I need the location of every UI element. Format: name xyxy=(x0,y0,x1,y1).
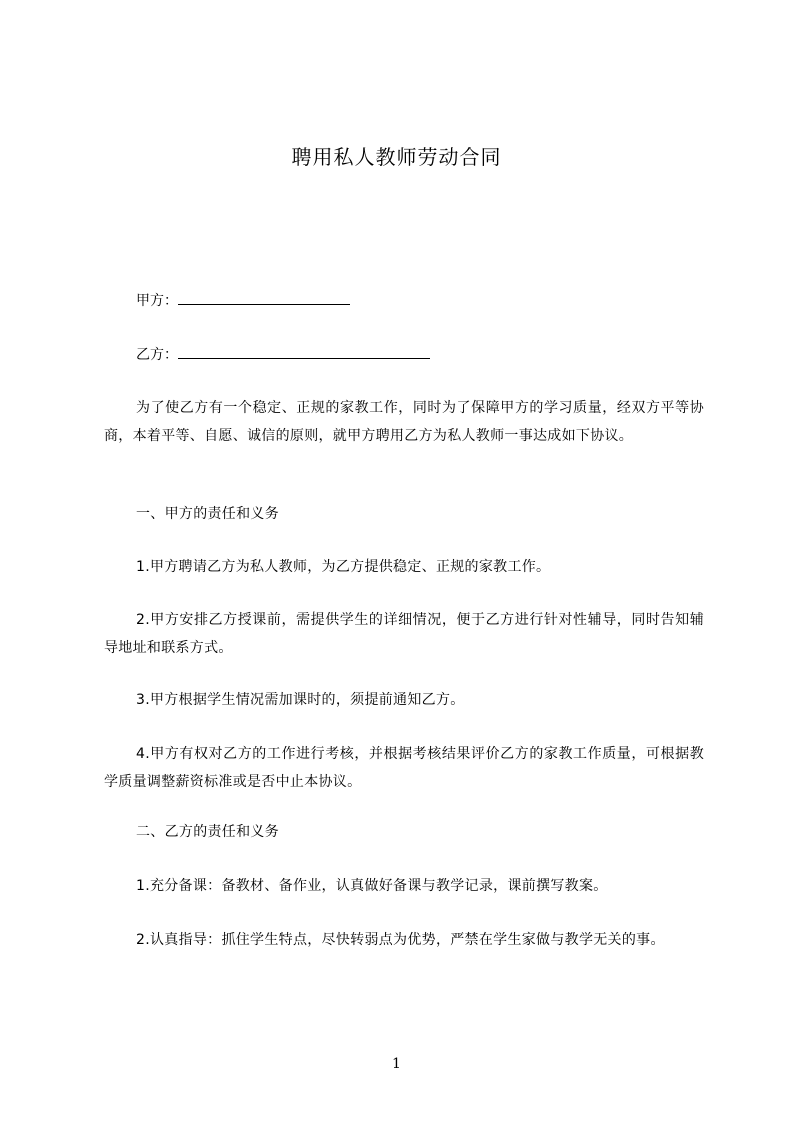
section-1-item-1: 1.甲方聘请乙方为私人教师，为乙方提供稳定、正规的家教工作。 xyxy=(136,559,551,575)
party-b-label: 乙方： xyxy=(136,347,178,363)
section-1-heading: 一、甲方的责任和义务 xyxy=(136,506,279,522)
party-b-blank xyxy=(178,342,430,359)
section-2-item-1: 1.充分备课：备教材、备作业，认真做好备课与教学记录，课前撰写教案。 xyxy=(136,878,608,894)
document-title: 聘用私人教师劳动合同 xyxy=(291,145,502,169)
section-2-item-2: 2.认真指导：抓住学生特点，尽快转弱点为优势，严禁在学生家做与教学无关的事。 xyxy=(136,932,665,948)
party-a-blank xyxy=(178,288,350,305)
intro-paragraph: 为了使乙方有一个稳定、正规的家教工作，同时为了保障甲方的学习质量，经双方平等协商，本着平等、自愿、诚信的原则，就甲方聘用乙方为私人教师一事达成如下协议。 xyxy=(104,400,704,444)
section-2-heading: 二、乙方的责任和义务 xyxy=(136,824,279,840)
section-1-item-2: 2.甲方安排乙方授课前，需提供学生的详细情况，便于乙方进行针对性辅导，同时告知辅导地址和联系方式。 xyxy=(104,612,704,656)
party-a-label: 甲方： xyxy=(136,293,178,309)
section-1-item-3: 3.甲方根据学生情况需加课时的，须提前通知乙方。 xyxy=(136,692,465,708)
section-1-item-4: 4.甲方有权对乙方的工作进行考核，并根据考核结果评价乙方的家教工作质量，可根据教学质量调整薪资标准或是否中止本协议。 xyxy=(104,746,704,790)
party-b-line xyxy=(136,342,430,367)
page-number: 1 xyxy=(392,1056,401,1072)
party-a-line xyxy=(136,288,350,313)
